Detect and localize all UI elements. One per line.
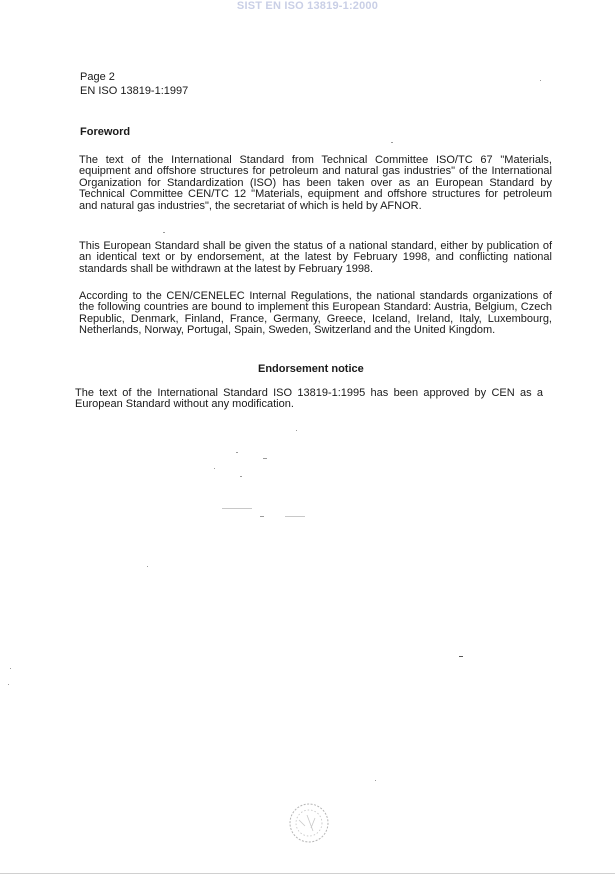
scan-speck [391, 142, 393, 143]
scan-speck [236, 452, 238, 453]
stamp-seal-icon [287, 800, 331, 846]
page-number: Page 2 [80, 71, 115, 83]
scan-speck [8, 684, 9, 685]
scan-speck [540, 80, 541, 81]
foreword-paragraph-1: The text of the International Standard from Technical Committee ISO/TC 67 "Materials, equipment and offshore structures for petroleum and natural gas industries" of the International Organization for Standardization (ISO) has been taken over as an European Standard by Technical Committee CEN/TC 12 "Materials, equipment and offshore structures for petroleum and natural gas industries", the secretariat of which is held by AFNOR. [79, 154, 552, 212]
scan-speck [10, 668, 11, 669]
foreword-heading: Foreword [80, 126, 131, 138]
scan-speck [459, 656, 463, 657]
scan-speck [240, 476, 242, 477]
endorsement-paragraph: The text of the International Standard ISO 13819-1:1995 has been approved by CEN as a European Standard without any modification. [75, 387, 543, 411]
scan-speck [296, 430, 297, 431]
document-id: EN ISO 13819-1:1997 [80, 85, 189, 97]
scan-speck [214, 468, 215, 469]
scan-speck [263, 458, 267, 459]
foreword-paragraph-3: According to the CEN/CENELEC Internal Regulations, the national standards organizations of the following countries are bound to implement this European Standard: Austria, Belgium, Czech Republic, Denmark, Finland, France, Germany, Greece, Iceland, Ireland, Italy, Luxembourg, Netherlands, Norway, Portugal, Spain, Sweden, Switzerland and the United Kingdom. [79, 290, 552, 337]
scan-speck [285, 516, 305, 517]
page-header [80, 70, 188, 98]
foreword-paragraph-2: This European Standard shall be given the status of a national standard, either by publication of an identical text or by endorsement, at the latest by February 1998, and conflicting national standards shall be withdrawn at the latest by February 1998. [79, 240, 552, 275]
endorsement-heading: Endorsement notice [258, 363, 364, 375]
scan-speck [375, 780, 376, 781]
scan-speck [222, 508, 252, 509]
scan-speck [147, 566, 148, 567]
scan-speck [260, 516, 264, 517]
scan-speck [163, 232, 165, 233]
scan-edge-line [0, 873, 615, 874]
watermark: SIST EN ISO 13819-1:2000 [236, 0, 379, 12]
